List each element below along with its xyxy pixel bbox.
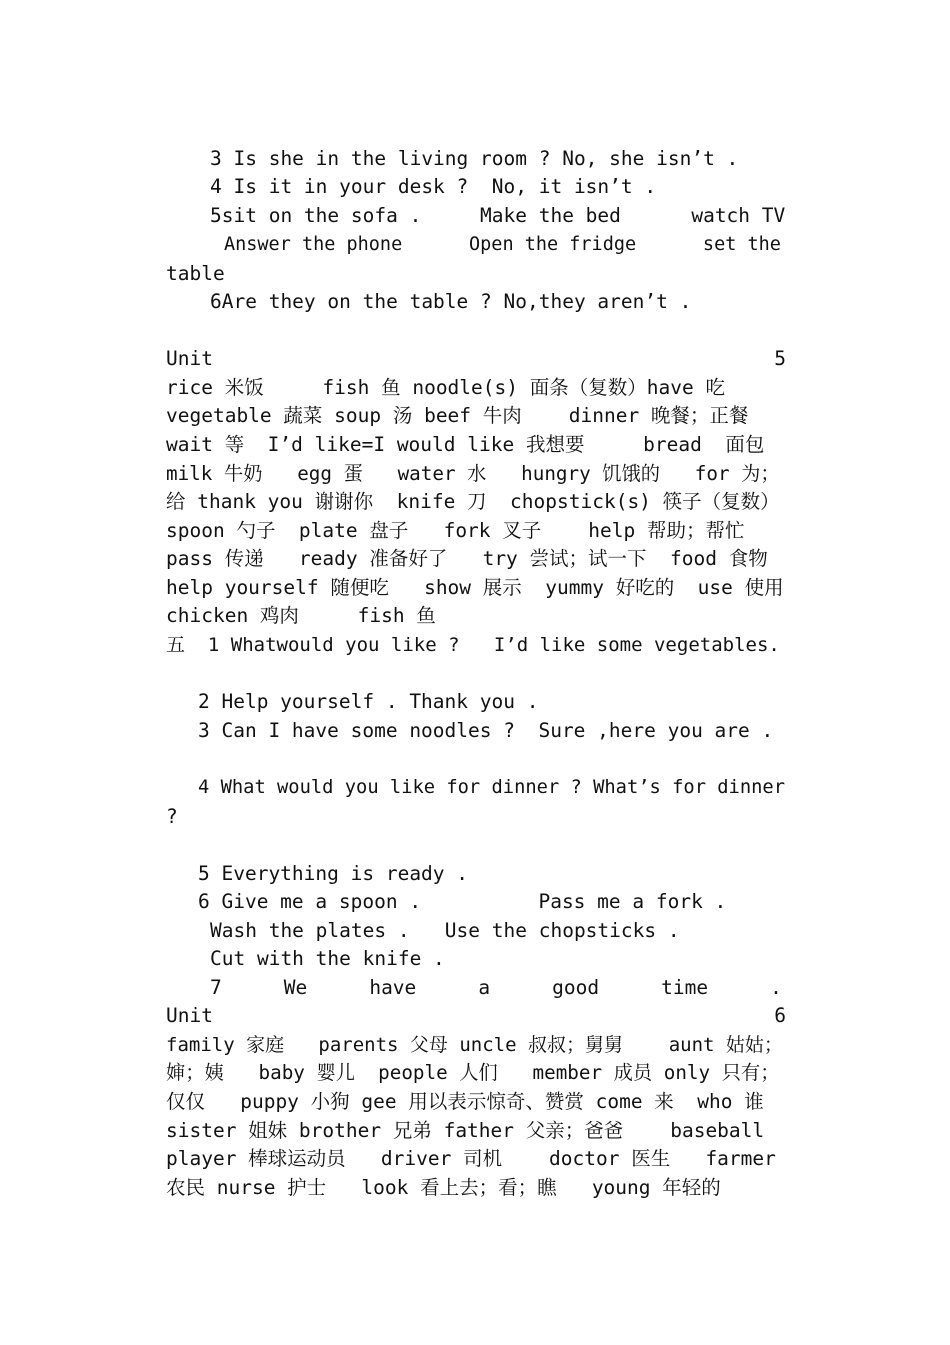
unit5-vocab-line: rice 米饭 fish 鱼 noodle(s) 面条（复数）have 吃 [166, 376, 725, 399]
unit6-vocab-line: sister 姐妹 brother 兄弟 father 父亲；爸爸 baseball [166, 1119, 765, 1142]
sentence-word: . [770, 976, 782, 999]
unit4-sentence-4: 4 Is it in your desk ? No, it isn’t . [210, 175, 657, 198]
sentence-word: time [661, 976, 709, 999]
unit5-vocab-line: pass 传递 ready 准备好了 try 尝试；试一下 food 食物 [166, 547, 768, 570]
unit5-sentence-7 [210, 974, 782, 1002]
unit4-sentence-5-line2: Answer the phone Open the fridge set the [224, 234, 781, 255]
unit5-sentence-4-wrap: ? [166, 805, 178, 828]
unit5-vocab-line: 给 thank you 谢谢你 knife 刀 chopstick(s) 筷子（复数） [166, 490, 780, 513]
unit6-vocab-line: 婶；姨 baby 婴儿 people 人们 member 成员 only 只有； [166, 1061, 780, 1084]
unit4-sentence-3: 3 Is she in the living room ? No, she isn’t . [210, 147, 739, 170]
unit5-sentence-3: 3 Can I have some noodles ? Sure ,here you are . [198, 719, 774, 742]
unit5-sentence-6: 6 Give me a spoon . Pass me a fork . [198, 890, 727, 913]
unit5-vocab-line: milk 牛奶 egg 蛋 water 水 hungry 饥饿的 for 为； [166, 462, 780, 485]
unit5-sentence-1: 五 1 Whatwould you like ? I’d like some vegetables. [166, 634, 780, 656]
unit5-vocab-line: spoon 勺子 plate 盘子 fork 叉子 help 帮助；帮忙 [166, 519, 745, 542]
unit5-sentence-4: 4 What would you like for dinner ? What’s for dinner [198, 777, 785, 798]
unit5-sentence-2: 2 Help yourself . Thank you . [198, 690, 539, 713]
unit6-vocab-line: family 家庭 parents 父母 uncle 叔叔；舅舅 aunt 姑姑； [166, 1034, 783, 1056]
unit4-sentence-6: 6Are they on the table ? No,they aren’t . [210, 290, 692, 313]
unit5-sentence-5: 5 Everything is ready . [198, 862, 469, 885]
sentence-word: a [478, 976, 491, 999]
unit5-sentence-6-line2: Wash the plates . Use the chopsticks . [210, 919, 680, 942]
unit5-vocab-line: wait 等 I’d like=I would like 我想要 bread 面包 [166, 433, 765, 456]
unit5-heading-number: 5 [774, 347, 786, 370]
sentence-word: We [283, 976, 308, 999]
sentence-word: good [552, 976, 600, 999]
unit5-vocab-line: help yourself 随便吃 show 展示 yummy 好吃的 use 使用 [166, 576, 784, 599]
unit6-heading [166, 1002, 786, 1030]
sentence-word: have [369, 976, 417, 999]
unit5-vocab-line: vegetable 蔬菜 soup 汤 beef 牛肉 dinner 晚餐；正餐 [166, 404, 749, 427]
unit4-sentence-5-line1: 5sit on the sofa . Make the bed watch TV [210, 204, 786, 227]
unit6-vocab-line: 仅仅 puppy 小狗 gee 用以表示惊奇、赞赏 come 来 who 谁 [166, 1090, 764, 1113]
unit5-sentence-6-line3: Cut with the knife . [210, 947, 445, 970]
sentence-word: 7 [210, 976, 222, 999]
unit6-vocab-line: 农民 nurse 护士 look 看上去；看；瞧 young 年轻的 [166, 1176, 721, 1199]
unit6-vocab-line: player 棒球运动员 driver 司机 doctor 医生 farmer [166, 1147, 776, 1170]
unit6-heading-number: 6 [774, 1004, 786, 1027]
unit5-heading [166, 345, 786, 373]
unit6-heading-word: Unit [166, 1004, 213, 1027]
unit5-vocab-line: chicken 鸡肉 fish 鱼 [166, 604, 436, 627]
unit4-sentence-5-line3: table [166, 262, 225, 285]
unit5-heading-word: Unit [166, 347, 213, 370]
